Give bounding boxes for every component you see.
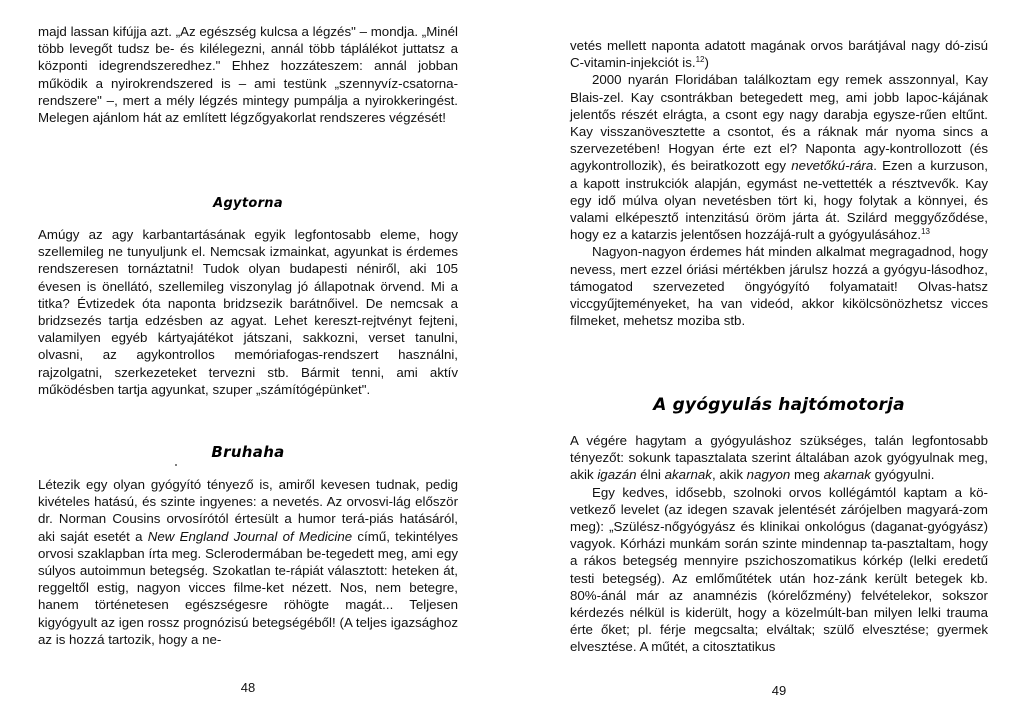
- p1-text-d: meg: [790, 467, 824, 483]
- right-page: [570, 0, 988, 717]
- continuation-text: vetés mellett naponta adatott magának orvos barátjával nagy dó-zisú C-vitamin-injekciót is.: [570, 38, 988, 71]
- section-heading-bruhaha: Bruhaha: [211, 443, 285, 461]
- left-page: [38, 0, 458, 717]
- p1-italic-4: akarnak: [823, 467, 871, 483]
- p1-italic-3: nagyon: [746, 467, 791, 483]
- continuation-suffix: ): [704, 55, 709, 71]
- page-number-left: 48: [240, 680, 256, 695]
- section-hajtomotor: [570, 397, 988, 414]
- bruhaha-body: [38, 476, 458, 648]
- agytorna-body: [38, 226, 458, 398]
- kay-paragraph: [570, 71, 988, 243]
- p1-text-e: gyógyulni.: [870, 467, 935, 483]
- continuation-paragraph: [570, 37, 988, 71]
- bruhaha-paragraph: [38, 476, 458, 648]
- right-continuation-block: [570, 37, 988, 329]
- bruhaha-text-a: Létezik egy olyan gyógyító tényező is, amiről kevesen tudnak, pedig kivételes hatású, és szinte ingyenes: a nevetés. Az orvosvi-lág először dr. Norman Cousins orvosírótól értesült a humor terá-piás hatásáról, aki saját esetét a: [38, 477, 458, 544]
- kay-italic: nevetőkú-rára: [791, 158, 874, 174]
- journal-title: New England Journal of Medicine: [147, 528, 353, 544]
- p1-italic-1: igazán: [597, 467, 637, 483]
- footnote-ref-13: 13: [921, 227, 931, 237]
- p1-text-a: A végére hagytam a gyógyuláshoz szükséges, talán legfontosabb tényezőt: sokunk tapasztalata szerint általában azok gyógyulnak meg, akik: [570, 433, 988, 483]
- print-speck: [175, 464, 177, 466]
- laugh-paragraph: Nagyon-nagyon érdemes hát minden alkalmat megragadnod, hogy nevess, mert ezzel óriási mértékben járulsz hozzá a gyógyu-lásodhoz, támogatod szervezeted öngyógyító folyamatait! Olvas-hatsz viccgyűjteményeket, ha van videód, akkor kikölcsönözhetsz vicces filmeket, mehetsz moziba stb.: [570, 244, 988, 329]
- hajtomotor-body: [570, 432, 988, 656]
- left-intro-block: [38, 23, 458, 126]
- section-heading-hajtomotor: A gyógyulás hajtómotorja: [653, 395, 905, 415]
- p1-text-b: élni: [636, 467, 665, 483]
- intro-paragraph: majd lassan kifújja azt. „Az egészség kulcsa a légzés" – mondja. „Minél több levegőt tudsz be- és kilélegezni, annál több táplálékot juttatsz a központi idegrendszeredhez." Ehhez hozzáteszem: annál jobban működik a nyirokrendszered is – ami testünk „szennyvíz-csatorna-rendszere" –, mert a mély légzés mintegy pumpálja a nyirokkeringést. Melegen ajánlom hát az említett légzőgyakorlat rendszeres végzését!: [38, 24, 458, 126]
- p1-italic-2: akarnak: [664, 467, 712, 483]
- section-bruhaha: [38, 444, 458, 461]
- kay-text-b: . Ezen a kurzuson, a kapott instrukciók alapján, egymást ne-vettették a résztvevők. Kay egy idő múlva olyan nevetésben tört ki, hogy folytak a könnyei, és valami elképesztő intenzitású öröm járta át. Szilárd meggyőződése, hogy ez a katarzis jelentősen hozzájá-rult a gyógyulásához.: [570, 158, 988, 243]
- kay-text-a: 2000 nyarán Floridában találkoztam egy remek asszonnyal, Kay Blais-zel. Kay csontrákban betegedett meg, ami jobb lapoc-kájának jelentős részét elrágta, a csont egy nagy darabja egysze-rűen eltűnt. Kay visszanövesztette a csontot, és a ráknak már nyoma sincs a szervezetében! Hogyan érte ezt el? Naponta agy-kontrollozott (és agykontrollozik), és beiratkozott egy: [570, 72, 988, 174]
- footnote-ref-12: 12: [695, 55, 705, 65]
- section-agytorna: [38, 195, 458, 212]
- page-number-right: 49: [771, 683, 787, 698]
- p1-text-c: , akik: [711, 467, 747, 483]
- hajtomotor-paragraph-2: Egy kedves, idősebb, szolnoki orvos kollégámtól kaptam a kö-vetkező levelet (az idegen szavak jelentését zárójelben magyará-zom meg): „Szülész-nőgyógyász és klinikai onkológus (daganat-gyógyász) vagyok. Kórházi munkám során szinte mindennap ta-pasztaltam, hogy a rákos betegség mennyire pszichoszomatikus kórkép (lelki eredetű testi betegség). Az emlőműtétek után hoz-zánk került betegek kb. 80%-ánál már az anamnézis (kórelőzmény) felvételekor, sokszor kérdezés nélkül is kiderült, hogy a közelmúlt-ban milyen lelki trauma érte őket; pl. férje megcsalta; elváltak; szülő elvesztése; gyermek elvesztése. A műtét, a citosztatikus: [570, 484, 988, 655]
- section-heading-agytorna: Agytorna: [213, 196, 283, 211]
- bruhaha-text-b: című, tekintélyes orvosi szaklapban írta meg. Sclerodermában be-tegedett meg, ami egy súlyos autoimmun betegség. Szokatlan te-rápiát választott: heteken át, reggeltől estig, nagyon vicces filme-ket nézett. Nos, nem betegre, hanem történetesen egészségesre röhögte magát... Teljesen kigyógyult az igen rossz prognózisú betegségéből! (A teljes igazsághoz az is hozzá tartozik, hogy a ne-: [38, 528, 458, 647]
- hajtomotor-paragraph-1: [570, 432, 988, 484]
- agytorna-paragraph: Amúgy az agy karbantartásának egyik legfontosabb eleme, hogy szellemileg ne tunyuljunk el. Nemcsak izmainkat, agyunkat is érdemes rendszeresen tornáztatni! Tudok olyan budapesti néniről, aki 105 évesen is önellátó, szellemileg viszonylag jó állapotnak örvend. Mi a titka? Évtizedek óta naponta bridzsezik barátnőivel. De nemcsak a bridzsezés tartja edzésben az agyat. Lehet kereszt-rejtvényt fejteni, valamilyen egyéb kártyajátékot játszani, sakkozni, verset tanulni, olvasni, az agykontrollos memóriafogas-rendszert használni, rajzolgatni, szerkezeteket tervezni stb. Bármit tenni, ami aktív működésben tartja agyunkat, szuper „számítógépünket".: [38, 227, 458, 397]
